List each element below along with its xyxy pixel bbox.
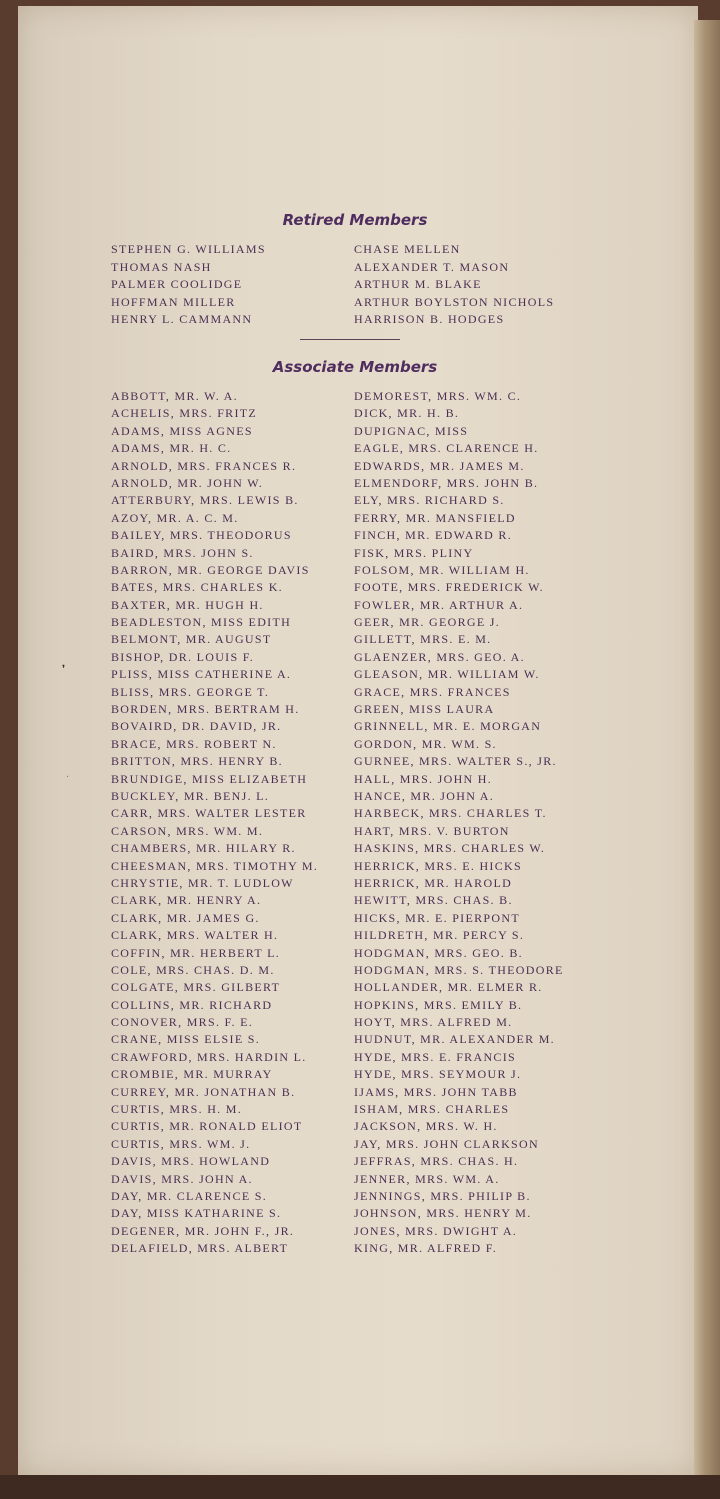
associate-member-name: DEGENER, MR. JOHN F., JR. xyxy=(111,1223,295,1238)
associate-member-name: PLISS, MISS CATHERINE A. xyxy=(111,667,292,682)
associate-member-name: BAIRD, MRS. JOHN S. xyxy=(111,545,254,560)
associate-member-name: JAY, MRS. JOHN CLARKSON xyxy=(354,1136,539,1151)
associate-member-name: GLEASON, MR. WILLIAM W. xyxy=(354,667,540,682)
associate-member-name: HANCE, MR. JOHN A. xyxy=(354,788,495,803)
associate-member-name: DELAFIELD, MRS. ALBERT xyxy=(111,1241,289,1256)
associate-member-name: DUPIGNAC, MISS xyxy=(354,423,469,438)
associate-member-name: EAGLE, MRS. CLARENCE H. xyxy=(354,441,539,456)
associate-member-name: JACKSON, MRS. W. H. xyxy=(354,1119,498,1134)
associate-member-name: ISHAM, MRS. CHARLES xyxy=(354,1102,510,1117)
associate-member-name: BELMONT, MR. AUGUST xyxy=(111,632,272,647)
retired-member-name: HARRISON B. HODGES xyxy=(354,312,505,326)
retired-member-name: CHASE MELLEN xyxy=(354,242,461,256)
associate-member-name: GORDON, MR. WM. S. xyxy=(354,736,497,751)
associate-member-name: HODGMAN, MRS. S. THEODORE xyxy=(354,962,564,977)
associate-member-name: BRACE, MRS. ROBERT N. xyxy=(111,736,277,751)
associate-member-name: CRANE, MISS ELSIE S. xyxy=(111,1032,261,1047)
associate-member-name: BAILEY, MRS. THEODORUS xyxy=(111,528,292,543)
associate-member-name: COLGATE, MRS. GILBERT xyxy=(111,980,281,995)
associate-member-name: DAY, MR. CLARENCE S. xyxy=(111,1188,268,1203)
associate-member-name: HYDE, MRS. E. FRANCIS xyxy=(354,1049,516,1064)
associate-member-name: ELMENDORF, MRS. JOHN B. xyxy=(354,475,539,490)
associate-member-name: CURTIS, MRS. H. M. xyxy=(111,1102,243,1117)
associate-member-name: CHRYSTIE, MR. T. LUDLOW xyxy=(111,875,294,890)
associate-member-name: BEADLESTON, MISS EDITH xyxy=(111,615,292,630)
associate-member-name: BUCKLEY, MR. BENJ. L. xyxy=(111,788,270,803)
retired-member-name: HENRY L. CAMMANN xyxy=(111,312,253,326)
associate-member-name: HERRICK, MRS. E. HICKS xyxy=(354,858,522,873)
retired-member-name: HOFFMAN MILLER xyxy=(111,294,236,309)
associate-member-name: DICK, MR. H. B. xyxy=(354,406,460,421)
associate-member-name: BAXTER, MR. HUGH H. xyxy=(111,597,264,612)
associate-member-name: HOYT, MRS. ALFRED M. xyxy=(354,1015,513,1030)
associate-member-name: JEFFRAS, MRS. CHAS. H. xyxy=(354,1154,519,1169)
associate-member-name: FINCH, MR. EDWARD R. xyxy=(354,528,513,543)
associate-member-name: CONOVER, MRS. F. E. xyxy=(111,1015,254,1030)
associate-members-left-column xyxy=(111,388,318,1258)
retired-member-name: ARTHUR M. BLAKE xyxy=(354,277,482,291)
associate-member-name: KING, MR. ALFRED F. xyxy=(354,1241,498,1256)
associate-member-name: CURTIS, MRS. WM. J. xyxy=(111,1136,251,1151)
associate-member-name: BATES, MRS. CHARLES K. xyxy=(111,580,283,595)
associate-member-name: HYDE, MRS. SEYMOUR J. xyxy=(354,1067,522,1082)
retired-member-name: STEPHEN G. WILLIAMS xyxy=(111,242,266,256)
associate-member-name: AZOY, MR. A. C. M. xyxy=(111,510,239,525)
associate-member-name: EDWARDS, MR. JAMES M. xyxy=(354,458,525,473)
associate-members-right-column xyxy=(354,388,564,1258)
associate-member-name: CRAWFORD, MRS. HARDIN L. xyxy=(111,1049,307,1064)
associate-member-name: JONES, MRS. DWIGHT A. xyxy=(354,1223,518,1238)
associate-member-name: GLAENZER, MRS. GEO. A. xyxy=(354,649,525,664)
associate-member-name: HILDRETH, MR. PERCY S. xyxy=(354,928,525,943)
associate-member-name: HASKINS, MRS. CHARLES W. xyxy=(354,841,546,856)
retired-members-left-column xyxy=(111,241,266,329)
associate-member-name: CHEESMAN, MRS. TIMOTHY M. xyxy=(111,858,319,873)
associate-member-name: IJAMS, MRS. JOHN TABB xyxy=(354,1084,518,1099)
associate-member-name: BRITTON, MRS. HENRY B. xyxy=(111,754,283,769)
associate-member-name: BRUNDIGE, MISS ELIZABETH xyxy=(111,771,308,786)
background-strip xyxy=(0,1475,720,1499)
associate-member-name: HOLLANDER, MR. ELMER R. xyxy=(354,980,543,995)
associate-member-name: CURREY, MR. JONATHAN B. xyxy=(111,1084,296,1099)
section-divider xyxy=(300,339,400,340)
associate-members-heading: Associate Members xyxy=(272,358,438,376)
associate-member-name: ACHELIS, MRS. FRITZ xyxy=(111,406,258,421)
associate-member-name: DAY, MISS KATHARINE S. xyxy=(111,1206,282,1221)
retired-members-right-column xyxy=(354,241,554,329)
associate-member-name: GEER, MR. GEORGE J. xyxy=(354,615,501,630)
associate-member-name: FISK, MRS. PLINY xyxy=(354,545,474,560)
associate-member-name: FERRY, MR. MANSFIELD xyxy=(354,510,516,525)
associate-member-name: CURTIS, MR. RONALD ELIOT xyxy=(111,1119,303,1134)
associate-member-name: JOHNSON, MRS. HENRY M. xyxy=(354,1206,532,1221)
associate-member-name: HICKS, MR. E. PIERPONT xyxy=(354,910,520,925)
associate-member-name: CHAMBERS, MR. HILARY R. xyxy=(111,841,296,856)
associate-member-name: GILLETT, MRS. E. M. xyxy=(354,632,492,647)
retired-member-name: THOMAS NASH xyxy=(111,259,212,274)
associate-member-name: DAVIS, MRS. HOWLAND xyxy=(111,1154,271,1169)
associate-member-name: HART, MRS. V. BURTON xyxy=(354,823,510,838)
associate-member-name: CLARK, MR. JAMES G. xyxy=(111,910,260,925)
associate-member-name: CLARK, MRS. WALTER H. xyxy=(111,928,279,943)
associate-member-name: CARR, MRS. WALTER LESTER xyxy=(111,806,307,821)
associate-member-name: CROMBIE, MR. MURRAY xyxy=(111,1067,273,1082)
associate-member-name: ABBOTT, MR. W. A. xyxy=(111,389,238,403)
associate-member-name: HARBECK, MRS. CHARLES T. xyxy=(354,806,547,821)
associate-member-name: ELY, MRS. RICHARD S. xyxy=(354,493,505,508)
associate-member-name: HEWITT, MRS. CHAS. B. xyxy=(354,893,513,908)
associate-member-name: JENNER, MRS. WM. A. xyxy=(354,1171,500,1186)
associate-member-name: DAVIS, MRS. JOHN A. xyxy=(111,1171,253,1186)
associate-member-name: DEMOREST, MRS. WM. C. xyxy=(354,389,522,403)
associate-member-name: FOOTE, MRS. FREDERICK W. xyxy=(354,580,544,595)
paper-mark: · xyxy=(66,772,70,783)
associate-member-name: ADAMS, MISS AGNES xyxy=(111,423,253,438)
associate-member-name: ARNOLD, MR. JOHN W. xyxy=(111,475,264,490)
associate-member-name: GURNEE, MRS. WALTER S., JR. xyxy=(354,754,557,769)
retired-member-name: PALMER COOLIDGE xyxy=(111,277,243,291)
paper-mark: ❜ xyxy=(62,664,66,675)
associate-member-name: ADAMS, MR. H. C. xyxy=(111,441,232,456)
associate-member-name: BISHOP, DR. LOUIS F. xyxy=(111,649,255,664)
page-edge xyxy=(694,20,720,1480)
associate-member-name: HUDNUT, MR. ALEXANDER M. xyxy=(354,1032,555,1047)
associate-member-name: CARSON, MRS. WM. M. xyxy=(111,823,264,838)
associate-member-name: ATTERBURY, MRS. LEWIS B. xyxy=(111,493,299,508)
associate-member-name: GRINNELL, MR. E. MORGAN xyxy=(354,719,542,734)
retired-member-name: ARTHUR BOYLSTON NICHOLS xyxy=(354,294,555,309)
associate-member-name: HERRICK, MR. HAROLD xyxy=(354,875,513,890)
associate-member-name: HOPKINS, MRS. EMILY B. xyxy=(354,997,523,1012)
associate-member-name: GRACE, MRS. FRANCES xyxy=(354,684,511,699)
associate-member-name: COFFIN, MR. HERBERT L. xyxy=(111,945,281,960)
retired-member-name: ALEXANDER T. MASON xyxy=(354,259,510,274)
retired-members-heading: Retired Members xyxy=(282,211,428,229)
associate-member-name: COLE, MRS. CHAS. D. M. xyxy=(111,962,275,977)
associate-member-name: HALL, MRS. JOHN H. xyxy=(354,771,493,786)
associate-member-name: BOVAIRD, DR. DAVID, JR. xyxy=(111,719,282,734)
associate-member-name: COLLINS, MR. RICHARD xyxy=(111,997,273,1012)
associate-member-name: BARRON, MR. GEORGE DAVIS xyxy=(111,562,310,577)
associate-member-name: JENNINGS, MRS. PHILIP B. xyxy=(354,1188,531,1203)
associate-member-name: BLISS, MRS. GEORGE T. xyxy=(111,684,270,699)
associate-member-name: ARNOLD, MRS. FRANCES R. xyxy=(111,458,297,473)
associate-member-name: HODGMAN, MRS. GEO. B. xyxy=(354,945,523,960)
associate-member-name: FOWLER, MR. ARTHUR A. xyxy=(354,597,524,612)
associate-member-name: GREEN, MISS LAURA xyxy=(354,702,495,717)
associate-member-name: FOLSOM, MR. WILLIAM H. xyxy=(354,562,530,577)
associate-member-name: BORDEN, MRS. BERTRAM H. xyxy=(111,702,300,717)
associate-member-name: CLARK, MR. HENRY A. xyxy=(111,893,262,908)
